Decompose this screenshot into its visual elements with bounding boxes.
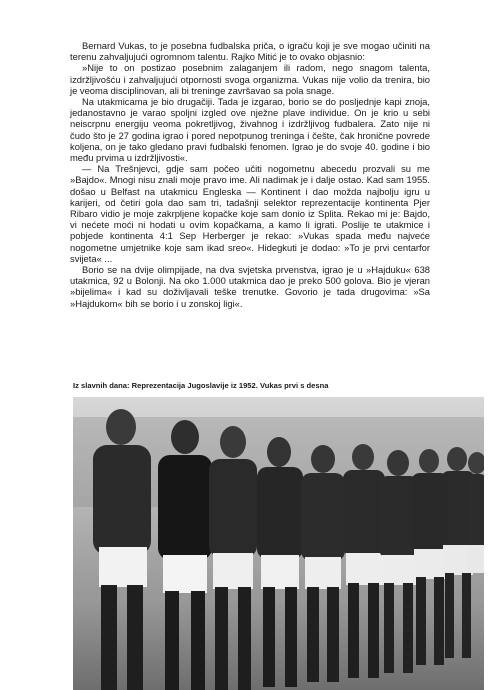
- article-body: [70, 40, 430, 309]
- article-paragraph: Na utakmicama je bio drugačiji. Tada je izgarao, borio se do posljednje kapi znoja, jedanostavno je varao spoljni izgled ove nježne plave individue. On je krio u sebi neiscrpnu energiju veoma pokretljivog, živahnog i izdržljivog fudbalera. Zato nije ni čudo što je 27 godina igrao i pored nepotpunog treninga i češte, čak hronične povrede koljena, on je tako gledano pravi fudbalski fenomen. Igrao je do svoje 40. godine i bio među prvima u izdržljivosti«.: [70, 96, 430, 164]
- photo-caption: Iz slavnih dana: Reprezentacija Jugoslavije iz 1952. Vukas prvi s desna: [73, 381, 329, 390]
- article-paragraph: — Na Trešnjevci, gdje sam počeo učiti nogometnu abecedu prozvali su me »Bajdo«. Mnogi nisu znali moje pravo ime. Ali nadimak je i dalje ostao. Kad sam 1955. došao u Belfast na utakmicu Engleska — Kontinent i dao možda najbolju igru u karijeri, od četiri gola dao sam tri, tadašnji selektor reprezentacije kontinenta Pjer Ribaro vidio je moje zakrpljene kopačke koje sam donio iz Splita. Rekao mi je: Bajdo, vi nećete moći ni hodati u ovim kopačkama, a kamo li igrati. Poslije te utakmice i pobjede kontinenta 4:1 Sep Herberger je rekao: »Vukas spada među najveće nogometne umjetnike koje sam ikad sreo«. Hidegkuti je dodao: »To je prvi centarfor svijeta« ...: [70, 163, 430, 264]
- article-paragraph: Borio se na dvije olimpijade, na dva svjetska prvenstva, igrao je u »Hajduku« 638 utakmica, 92 u Bolonji. Na oko 1.000 utakmica dao je preko 500 golova. Bio je vjeran »bijelima« i kad su doživljavali teške trenutke. Govorio je tada drugovima: »Sa »Hajdukom« bih se borio i u zonskoj ligi«.: [70, 264, 430, 309]
- article-paragraph: Bernard Vukas, to je posebna fudbalska priča, o igraču koji je sve mogao učiniti na terenu zahvaljujući ogromnom talentu. Rajko Mitić je to ovako objasnio:: [70, 40, 430, 63]
- article-paragraph: »Nije to on postizao posebnim zalaganjem ili radom, nego snagom talenta, izdržljivošću i zahvaljujući otpornosti svoga organizma. Vukas nije volio da trenira, bio je veoma disciplinovan, ali bi treninge završavao sa pola snage.: [70, 62, 430, 96]
- team-photo: [73, 397, 484, 690]
